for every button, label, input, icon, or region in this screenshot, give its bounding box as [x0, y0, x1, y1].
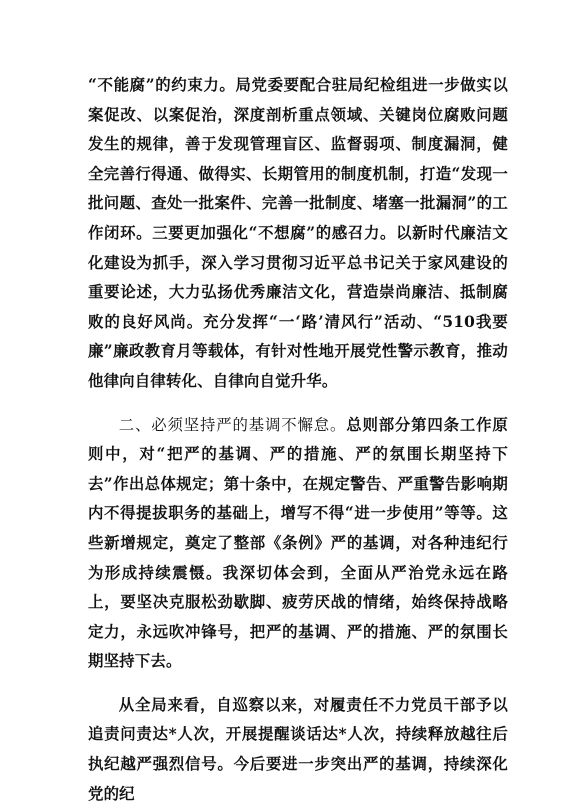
paragraph-1-text: “不能腐”的约束力。局党委要配合驻局纪检组进一步做实以案促改、以案促治，深度剖析重点领域、关键岗位腐败问题发生的规律，善于发现管理盲区、监督弱项、制度漏洞，健全完善行得通、做得实、长期管用的制度机制，打造“发现一批问题、查处一批案件、完善一批制度、堵塞一批漏洞”的工作闭环。三要更加强化“不想腐”的感召力。以新时代廉洁文化建设为抓手，深入学习贯彻习近平总书记关于家风建设的重要论述，大力弘扬优秀廉洁文化，营造崇尚廉洁、抵制腐败的良好风尚。充分发挥“一‘路’清风行”活动、“510我要廉”廉政教育月等载体，有针对性地开展党性警示教育，推动他律向自律转化、自律向自觉升华。 — [88, 76, 508, 390]
paragraph-3 — [88, 691, 508, 809]
section-heading-2: 二、必须坚持严的基调不懈怠。 — [118, 415, 347, 434]
paragraph-1 — [88, 71, 508, 397]
document-body — [88, 71, 508, 809]
paragraph-2-text: 总则部分第四条工作原则中，对“把严的基调、严的措施、严的氛围长期坚持下去”作出总体规定；第十条中，在规定警告、严重警告影响期内不得提拔职务的基础上，增写不得“进一步使用”等等。这些新增规定，奠定了整部《条例》严的基调，对各种违纪行为形成持续震慑。我深切体会到，全面从严治党永远在路上，要坚决克服松劲歇脚、疲劳厌战的情绪，始终保持战略定力，永远吹冲锋号，把严的基调、严的措施、严的氛围长期坚持下去。 — [88, 415, 508, 671]
paragraph-3-text: 从全局来看，自巡察以来，对履责任不力党员干部予以追责问责达*人次，开展提醒谈话达*人次，持续释放越往后执纪越严强烈信号。今后要进一步突出严的基调，持续深化党的纪 — [88, 695, 508, 803]
paragraph-2 — [88, 411, 508, 677]
